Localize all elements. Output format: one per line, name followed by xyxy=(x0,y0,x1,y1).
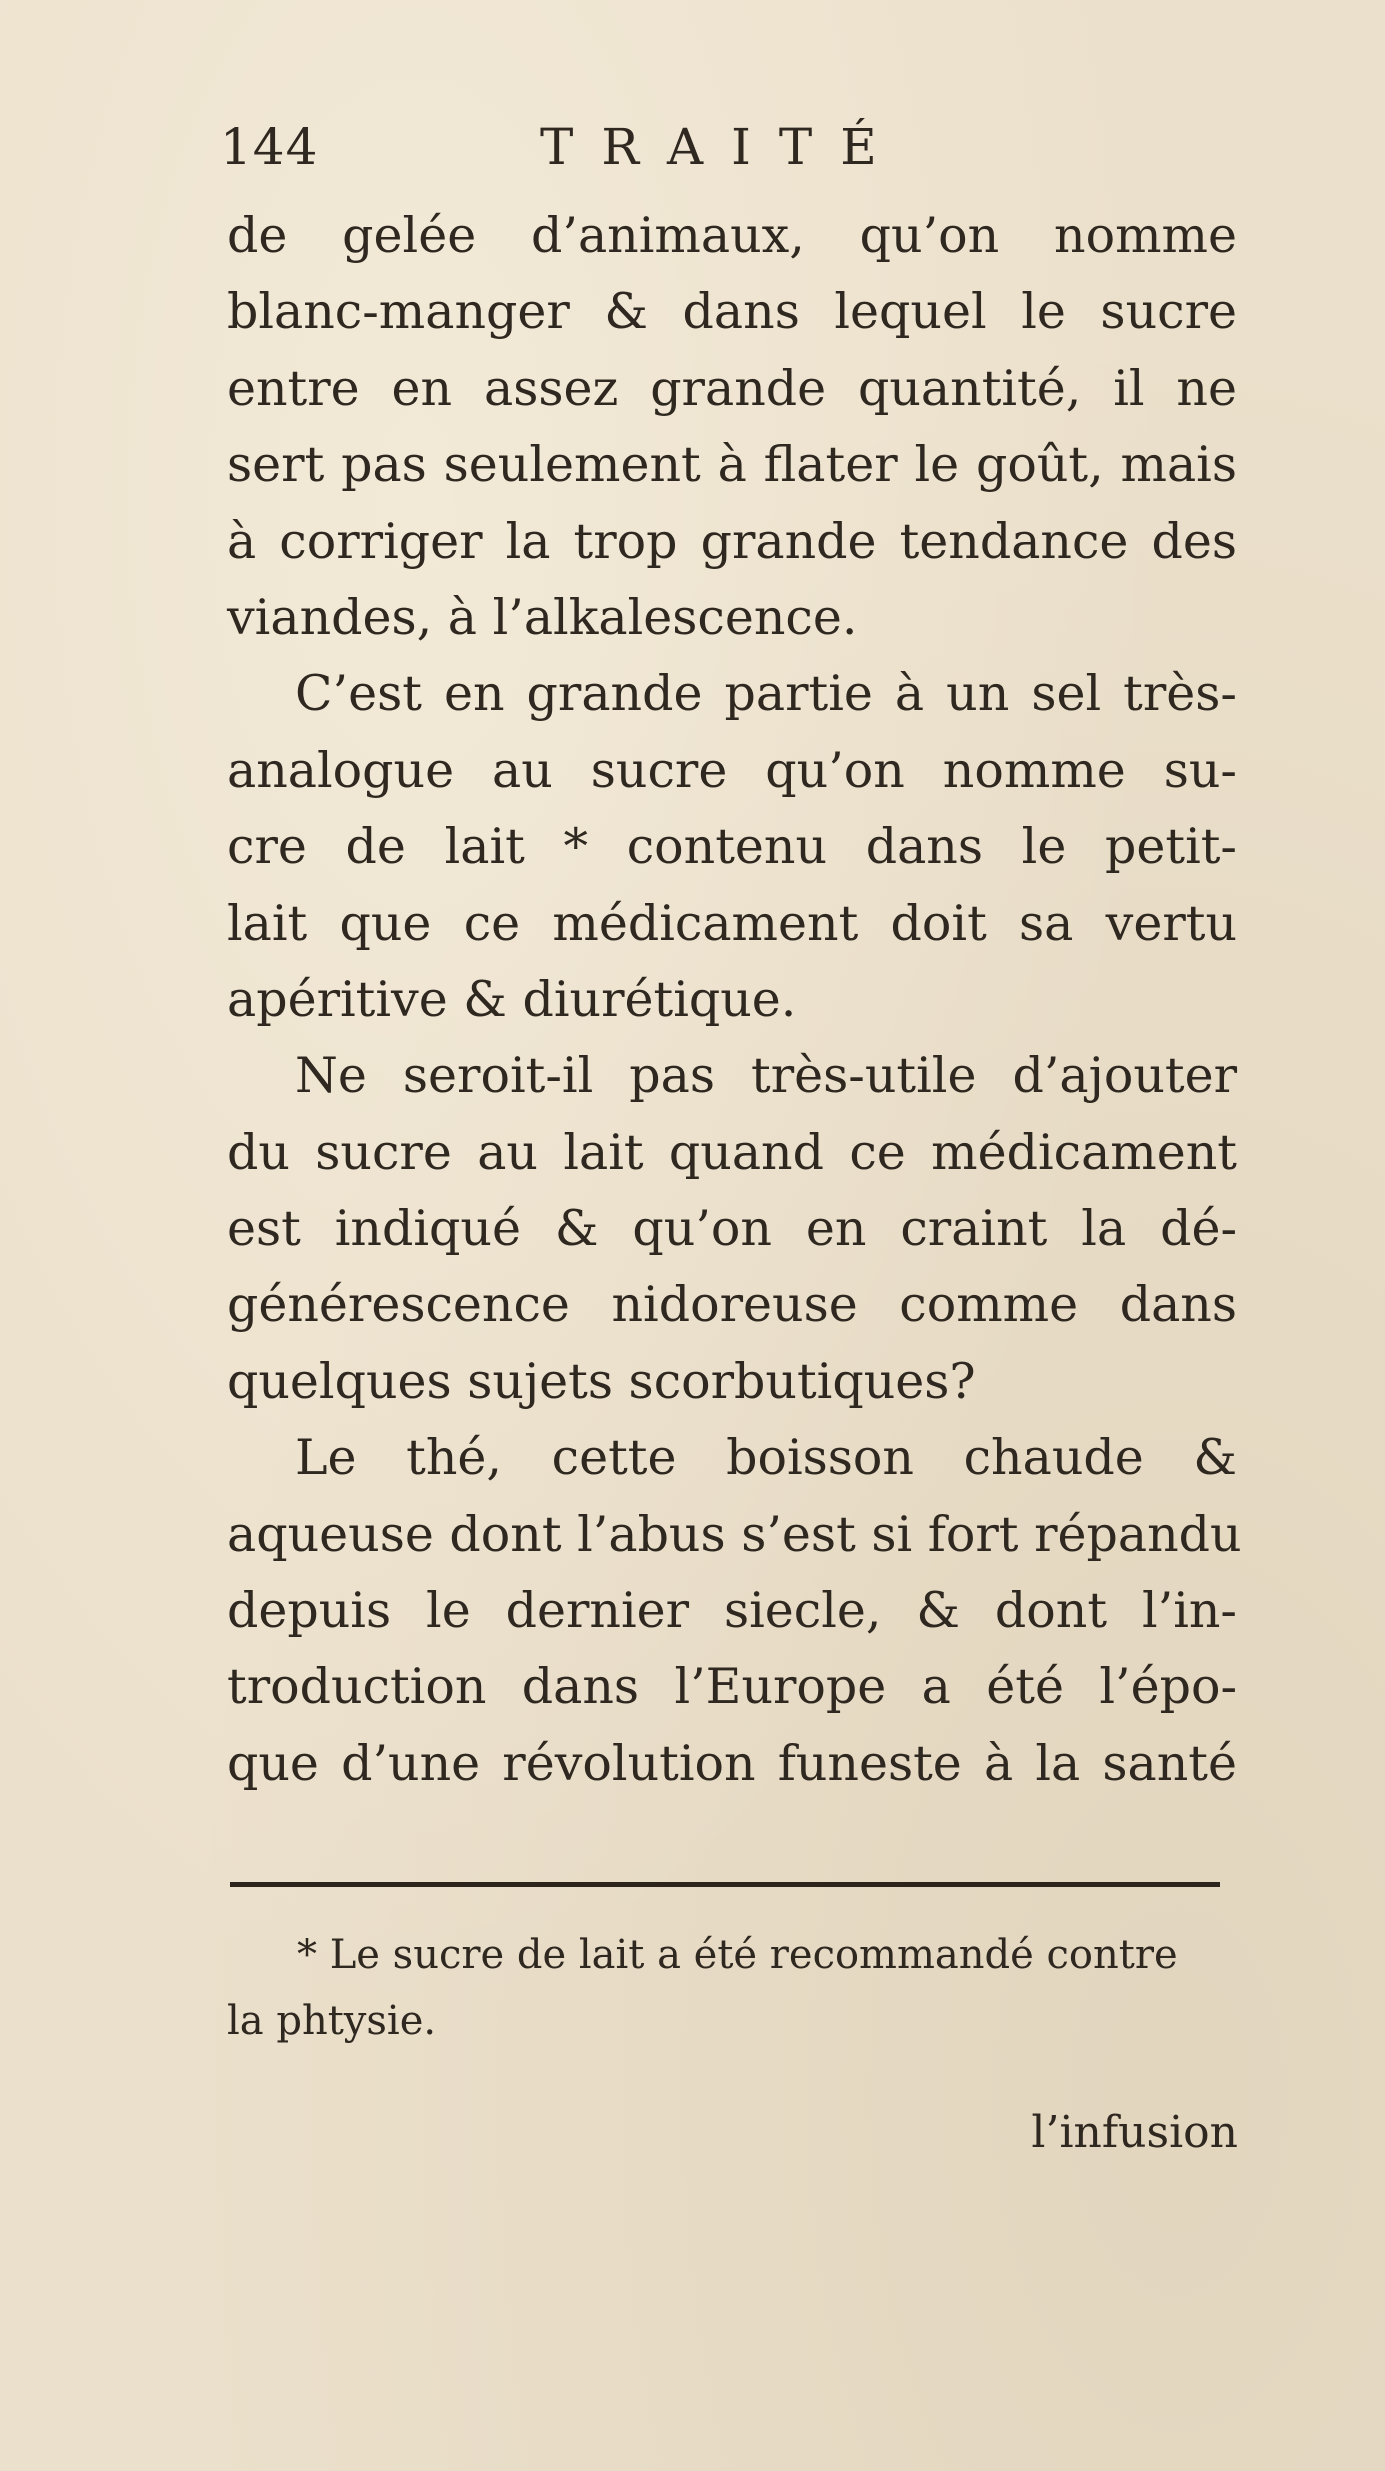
text-line: du sucre au lait quand ce médicament xyxy=(227,1123,1237,1181)
text-line: analogue au sucre qu’on nomme su- xyxy=(227,741,1237,799)
text-line: viandes, à l’alkalescence. xyxy=(227,588,858,646)
text-line: entre en assez grande quantité, il ne xyxy=(227,359,1237,417)
text-line: à corriger la trop grande tendance des xyxy=(227,512,1237,570)
footnote-line: * Le sucre de lait a été recommandé contre xyxy=(297,1932,1178,1978)
footnote-rule xyxy=(230,1882,1220,1887)
text-line: C’est en grande partie à un sel très- xyxy=(295,665,1237,723)
footnote xyxy=(227,1922,1237,2054)
text-line: troduction dans l’Europe a été l’épo- xyxy=(227,1658,1237,1716)
text-line: générescence nidoreuse comme dans xyxy=(227,1276,1237,1334)
text-line: blanc-manger & dans lequel le sucre xyxy=(227,283,1237,341)
text-line: Ne seroit-il pas très-utile d’ajouter xyxy=(295,1047,1237,1105)
running-title: TRAITÉ xyxy=(540,118,905,176)
text-line: Le thé, cette boisson chaude & xyxy=(295,1429,1237,1487)
text-line: lait que ce médicament doit sa vertu xyxy=(227,894,1237,952)
text-line: apéritive & diurétique. xyxy=(227,970,797,1028)
page-number: 144 xyxy=(220,118,319,176)
text-line: est indiqué & qu’on en craint la dé- xyxy=(227,1200,1237,1258)
catchword: l’infusion xyxy=(1031,2107,1238,2158)
page-header xyxy=(220,112,1240,182)
text-line: aqueuse dont l’abus s’est si fort répandu xyxy=(227,1505,1242,1563)
text-line: que d’une révolution funeste à la santé xyxy=(227,1734,1237,1792)
text-line: depuis le dernier siecle, & dont l’in- xyxy=(227,1582,1237,1640)
body-text xyxy=(227,198,1242,1802)
footnote-line: la phtysie. xyxy=(227,1998,437,2044)
text-line: cre de lait * contenu dans le petit- xyxy=(227,818,1237,876)
text-line: sert pas seulement à flater le goût, mais xyxy=(227,436,1237,494)
text-line: de gelée d’animaux, qu’on nomme xyxy=(227,207,1237,264)
text-line: quelques sujets scorbutiques? xyxy=(227,1352,976,1410)
